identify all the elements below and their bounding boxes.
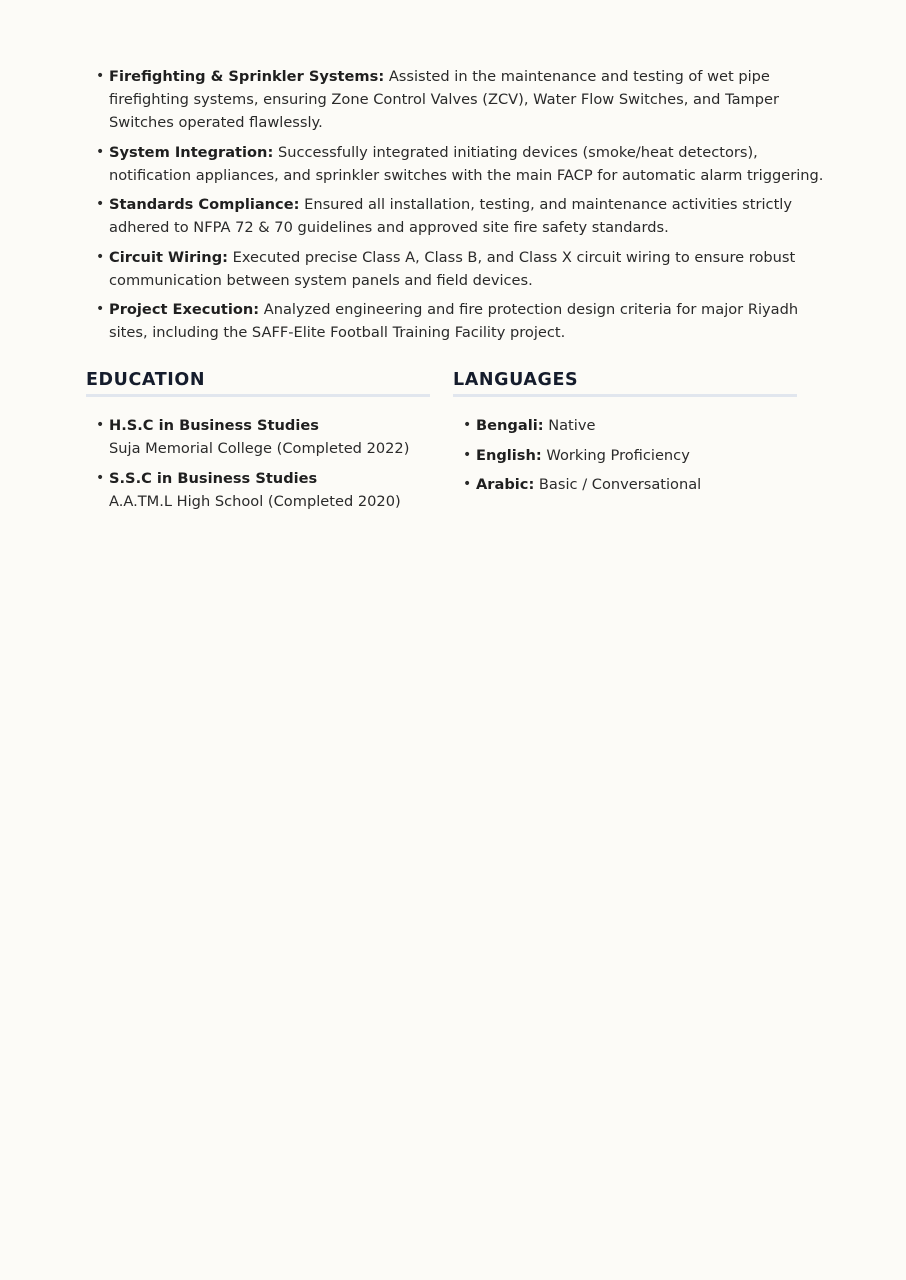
education-degree: S.S.C in Business Studies xyxy=(109,469,318,487)
experience-item-text: Ensured all installation, testing, and maintenance activities strictly adhered to NFPA 72 & 70 guidelines and approved site fire safety standards. xyxy=(109,196,792,236)
experience-item-text: Executed precise Class A, Class B, and Class X circuit wiring to ensure robust communication between system panels and field devices. xyxy=(109,248,796,289)
languages-list xyxy=(463,414,803,503)
language-item xyxy=(463,414,803,437)
bullet-icon: • xyxy=(463,417,472,433)
education-degree: H.S.C in Business Studies xyxy=(109,417,319,434)
experience-bullet-list xyxy=(96,65,826,351)
bullet-icon: • xyxy=(96,196,105,212)
education-section xyxy=(86,368,430,510)
education-list xyxy=(96,414,436,519)
language-level: Working Proficiency xyxy=(546,446,690,464)
experience-item-title: Firefighting & Sprinkler Systems: xyxy=(109,68,385,85)
bullet-icon: • xyxy=(96,469,105,486)
language-name: English: xyxy=(476,446,542,464)
experience-item xyxy=(96,298,826,344)
experience-item-title: Project Execution: xyxy=(109,301,260,318)
languages-heading: LANGUAGES xyxy=(453,368,797,397)
experience-item-title: Standards Compliance: xyxy=(109,196,300,213)
bullet-icon: • xyxy=(96,68,105,84)
bullet-icon: • xyxy=(463,476,472,492)
language-item xyxy=(463,444,803,467)
bullet-icon: • xyxy=(463,446,472,463)
experience-item-title: System Integration: xyxy=(109,143,274,161)
experience-item xyxy=(96,246,826,292)
language-name: Bengali: xyxy=(476,417,544,434)
language-level: Native xyxy=(548,417,596,434)
education-heading: EDUCATION xyxy=(86,368,430,397)
language-item xyxy=(463,473,803,496)
education-item xyxy=(96,467,436,513)
bullet-icon: • xyxy=(96,301,105,317)
education-item xyxy=(96,414,436,460)
bullet-icon: • xyxy=(96,417,105,433)
languages-section xyxy=(453,368,797,493)
experience-item xyxy=(96,141,826,187)
experience-item-title: Circuit Wiring: xyxy=(109,248,228,266)
experience-item xyxy=(96,65,826,134)
education-institution: Suja Memorial College (Completed 2022) xyxy=(109,440,410,457)
bullet-icon: • xyxy=(96,143,105,160)
experience-item-text: Assisted in the maintenance and testing of wet pipe firefighting systems, ensuring Zone Control Valves (ZCV), Water Flow Switches, and Tamper Switches operated flawlessly. xyxy=(109,68,779,131)
experience-item-text: Successfully integrated initiating devices (smoke/heat detectors), notification appliances, and sprinkler switches with the main FACP for automatic alarm triggering. xyxy=(109,143,824,184)
language-level: Basic / Conversational xyxy=(538,476,702,493)
experience-item-text: Analyzed engineering and fire protection design criteria for major Riyadh sites, including the SAFF-Elite Football Training Facility project. xyxy=(109,301,799,341)
language-name: Arabic: xyxy=(476,476,535,493)
experience-item xyxy=(96,193,826,239)
bullet-icon: • xyxy=(96,248,105,265)
education-institution: A.A.TM.L High School (Completed 2020) xyxy=(109,492,401,510)
